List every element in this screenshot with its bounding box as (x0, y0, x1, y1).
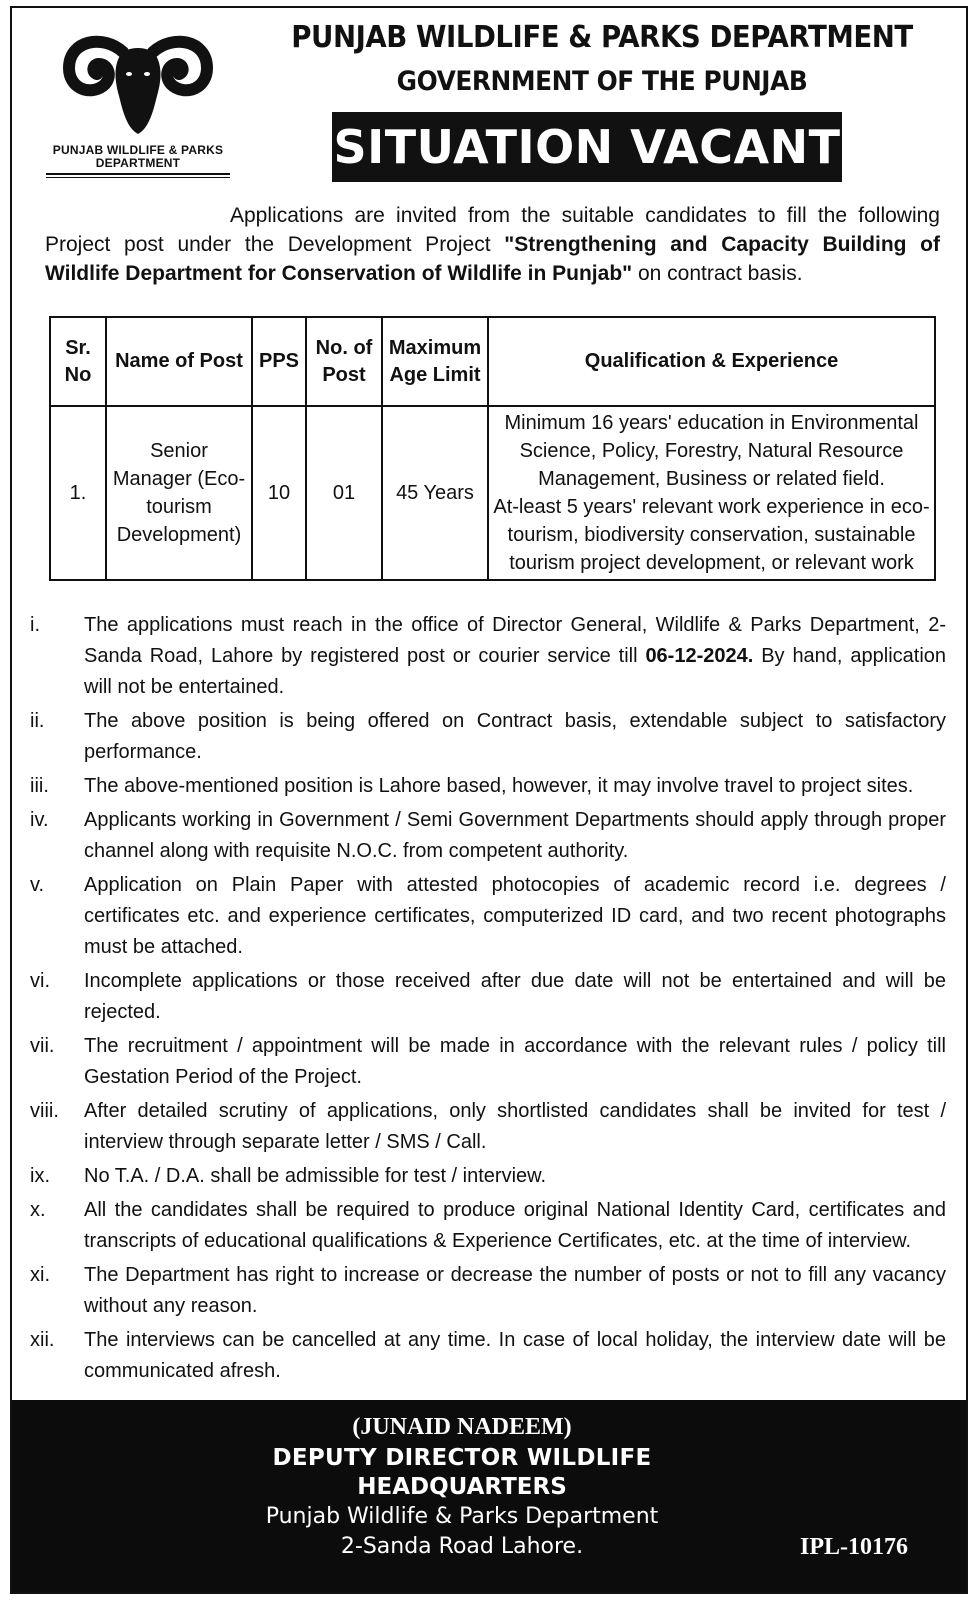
header-qualification: Qualification & Experience (488, 317, 935, 406)
logo-divider (46, 173, 230, 175)
intro-suffix: on contract basis. (632, 262, 803, 285)
term-text: The above position is being offered on Contract basis, extendable subject to satisfactory performance. (84, 710, 946, 763)
list-item (28, 1195, 946, 1257)
table-row (50, 406, 935, 580)
cell-sr-no: 1. (50, 406, 106, 580)
government-title: GOVERNMENT OF THE PUNJAB (396, 66, 808, 97)
signature-footer (12, 1400, 966, 1592)
vacancy-table (49, 316, 936, 581)
term-number: ii. (30, 710, 45, 732)
term-number: viii. (30, 1100, 59, 1122)
term-text-end: By hand, application will not be entertained. (84, 645, 947, 698)
term-text: The recruitment / appointment will be made in accordance with the relevant rules / policy till Gestation Period of the Project. (84, 1035, 946, 1088)
term-text: The Department has right to increase or decrease the number of posts or not to fill any vacancy without any reason. (84, 1264, 946, 1317)
header-name-of-post: Name of Post (106, 317, 252, 406)
term-text (84, 610, 946, 703)
term-text: Applicants working in Government / Semi Government Departments should apply through proper channel along with requisite N.O.C. from competent authority. (84, 809, 946, 862)
list-item (28, 1031, 946, 1093)
logo-caption-line2: DEPARTMENT (95, 156, 181, 170)
signatory-name: (JUNAID NADEEM) (352, 1414, 572, 1440)
list-item (28, 1161, 946, 1192)
signatory-department: Punjab Wildlife & Parks Department (265, 1504, 659, 1529)
term-number: vi. (30, 970, 50, 992)
term-text-start: The applications must reach in the office of Director General, Wildlife & Parks Department, 2-Sanda Road, Lahore by registered post or courier service till (84, 614, 946, 667)
intro-paragraph (45, 201, 940, 288)
signatory-office: HEADQUARTERS (357, 1474, 567, 1500)
cell-qualification (488, 406, 935, 580)
term-number: iv. (30, 809, 49, 831)
term-number: v. (30, 874, 45, 896)
list-item (28, 805, 946, 867)
term-text: The above-mentioned position is Lahore based, however, it may involve travel to project sites. (84, 775, 914, 797)
department-logo (40, 30, 236, 178)
situation-vacant-banner: SITUATION VACANT (332, 112, 842, 182)
header-age-limit: Maximum Age Limit (382, 317, 488, 406)
cell-no-of-post: 01 (306, 406, 382, 580)
term-number: i. (30, 614, 40, 636)
qualification-experience: At-least 5 years' relevant work experience in eco-tourism, biodiversity conservation, sustainable tourism project development, or relevant work (493, 496, 930, 574)
term-number: vii. (30, 1035, 55, 1057)
term-text: The interviews can be cancelled at any time. In case of local holiday, the interview date will be communicated afresh. (84, 1329, 946, 1382)
list-item (28, 966, 946, 1028)
term-number: x. (30, 1199, 46, 1221)
term-number: xii. (30, 1329, 55, 1351)
list-item (28, 610, 946, 703)
term-number: ix. (30, 1165, 50, 1187)
department-title: PUNJAB WILDLIFE & PARKS DEPARTMENT (291, 20, 913, 55)
terms-list (28, 610, 946, 1390)
term-number: iii. (30, 775, 49, 797)
header-sr-no: Sr. No (50, 317, 106, 406)
list-item (28, 870, 946, 963)
list-item (28, 771, 946, 802)
signatory-designation: DEPUTY DIRECTOR WILDLIFE (272, 1445, 652, 1471)
cell-pps: 10 (252, 406, 306, 580)
cell-post-name: Senior Manager (Eco-tourism Development) (106, 406, 252, 580)
qualification-education: Minimum 16 years' education in Environmental Science, Policy, Forestry, Natural Resource Management, Business or related field. (504, 412, 919, 490)
list-item (28, 1096, 946, 1158)
term-text: All the candidates shall be required to produce original National Identity Card, certificates and transcripts of educational qualifications & Experience Certificates, etc. at the time of interview. (84, 1199, 946, 1252)
advertisement-page (10, 6, 968, 1594)
list-item (28, 706, 946, 768)
list-item (28, 1325, 946, 1387)
ipl-reference: IPL-10176 (800, 1534, 908, 1560)
term-number: xi. (30, 1264, 50, 1286)
logo-caption-line1: PUNJAB WILDLIFE & PARKS (52, 143, 224, 157)
table-header-row (50, 317, 935, 406)
deadline-date: 06-12-2024. (645, 645, 754, 667)
logo-divider-thin (46, 177, 230, 178)
intro-text: Applications are invited from the suitable candidates to fill the following Project post under the Development Project (45, 204, 940, 256)
term-text: Application on Plain Paper with attested photocopies of academic record i.e. degrees / certificates etc. and experience certificates, computerized ID card, and two recent photographs must be attached. (84, 874, 946, 958)
cell-age-limit: 45 Years (382, 406, 488, 580)
term-text: After detailed scrutiny of applications, only shortlisted candidates shall be invited for test / interview through separate letter / SMS / Call. (84, 1100, 946, 1153)
list-item (28, 1260, 946, 1322)
project-name: "Strengthening and Capacity Building of Wildlife Department for Conservation of Wildlife in Punjab" (45, 233, 940, 285)
header-pps: PPS (252, 317, 306, 406)
term-text: No T.A. / D.A. shall be admissible for test / interview. (84, 1165, 547, 1187)
header-no-of-post: No. of Post (306, 317, 382, 406)
term-text: Incomplete applications or those received after due date will not be entertained and will be rejected. (84, 970, 946, 1023)
ram-head-icon (63, 30, 213, 138)
signatory-address: 2-Sanda Road Lahore. (340, 1534, 584, 1559)
